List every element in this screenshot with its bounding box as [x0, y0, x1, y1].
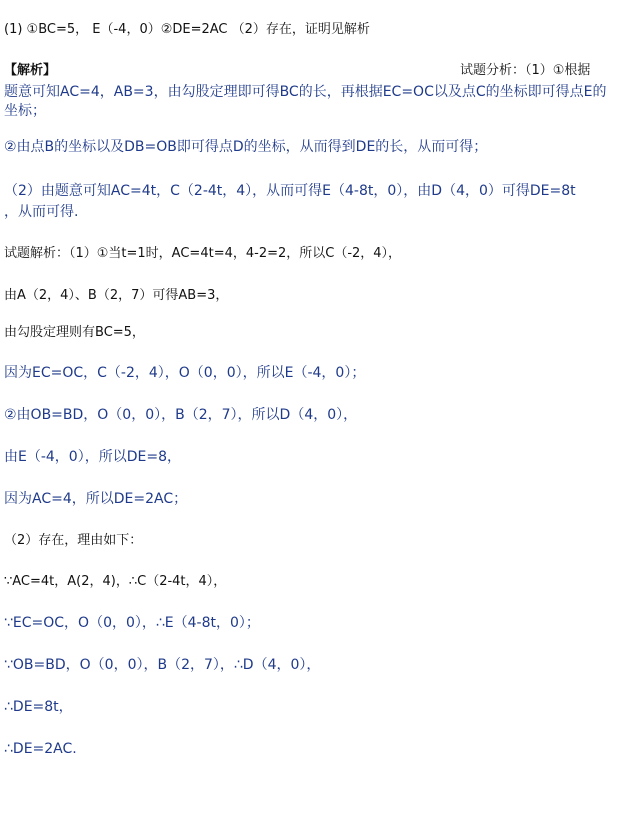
analysis-text-5: ，从而可得. [4, 204, 79, 220]
solution-line-12: ∴DE=8t， [4, 699, 73, 715]
solution-line-1: 试题解析：（1）①当t=1时，AC=4t=4，4-2=2，所以C（-2，4）， [4, 246, 402, 261]
solution-line-7: 因为AC=4，所以DE=2AC； [4, 491, 188, 507]
analysis-text-3: ②由点B的坐标以及DB=OB即可得点D的坐标，从而得到DE的长，从而可得； [4, 139, 488, 155]
analysis-text-1: 题意可知AC=4，AB=3，由勾股定理即可得BC的长，再根据EC=OC以及点C的坐标即可得点E的 [4, 84, 607, 100]
solution-line-5: ②由OB=BD，O（0，0），B（2，7），所以D（4，0）， [4, 407, 358, 423]
analysis-label: 试题分析：（1）①根据 [460, 63, 591, 78]
section-heading-jiexi: 【解析】 [4, 63, 57, 78]
solution-line-9: ∵AC=4t，A(2，4)，∴C（2-4t，4）， [4, 574, 227, 589]
solution-line-2: 由A（2，4）、B（2，7）可得AB=3， [4, 288, 229, 303]
solution-line-10: ∵EC=OC，O（0，0），∴E（4-8t，0）； [4, 615, 260, 631]
solution-line-6: 由E（-4，0），所以DE=8， [4, 449, 181, 465]
solution-line-11: ∵OB=BD，O（0，0），B（2，7），∴D（4，0）， [4, 657, 321, 673]
solution-line-3: 由勾股定理则有BC=5， [4, 325, 145, 340]
analysis-text-2: 坐标； [4, 103, 46, 119]
solution-line-13: ∴DE=2AC. [4, 741, 77, 757]
analysis-text-4: （2）由题意可知AC=4t，C（2-4t，4），从而可得E（4-8t，0），由D（4，0）可得DE=8t [4, 183, 576, 199]
solution-line-8: （2）存在，理由如下： [4, 533, 143, 548]
solution-line-4: 因为EC=OC，C（-2，4），O（0，0），所以E（-4，0）； [4, 365, 366, 381]
answer-line: (1) ①BC=5， E（-4，0）②DE=2AC （2）存在，证明见解析 [4, 22, 370, 37]
